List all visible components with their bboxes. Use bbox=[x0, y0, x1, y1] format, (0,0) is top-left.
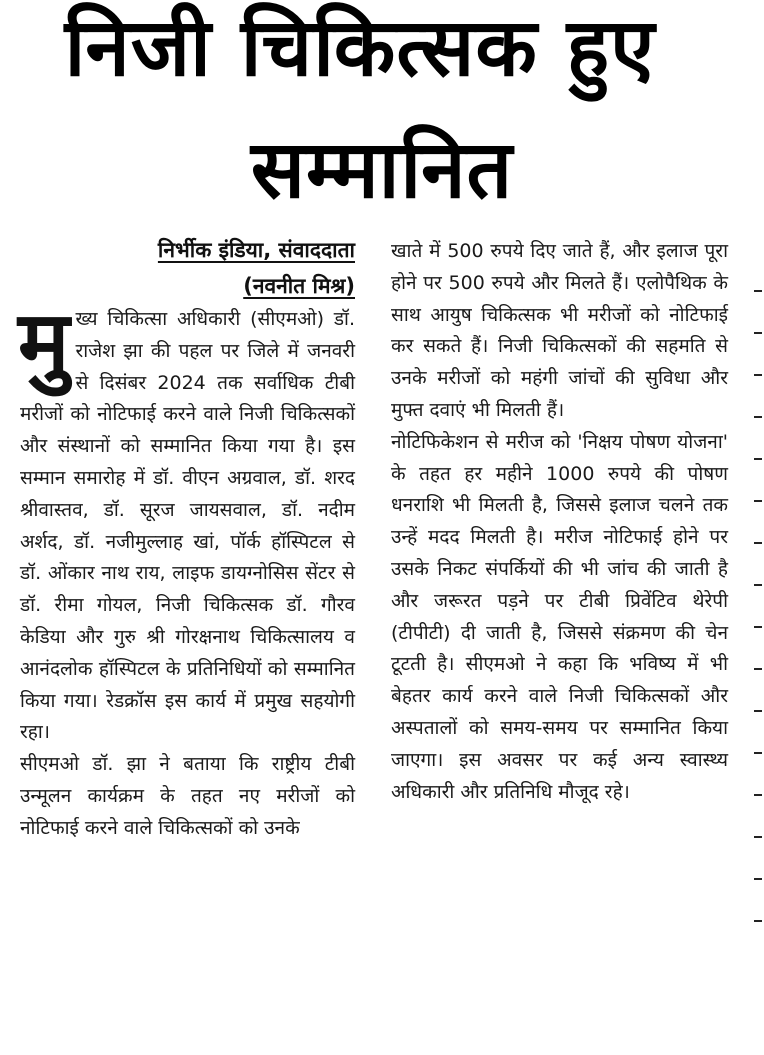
headline-line-2: सम्मानित bbox=[250, 123, 514, 216]
paragraph-3: नोटिफिकेशन से मरीज को 'निक्षय पोषण योजना' के तहत हर महीने 1000 रुपये की पोषण धनराशि भी मिलती है, जिससे इलाज चलने तक उन्हें मदद मिलती है। मरीज नोटिफाई होने पर उसके निकट संपर्कियों की भी जांच की जाती है और जरूरत पड़ने पर टीबी प्रिवेंटिव थेरेपी (टीपीटी) दी जाती है, जिससे संक्रमण की चेन टूटती है। सीएमओ ने कहा कि भविष्य में भी बेहतर कार्य करने वाले निजी चिकित्सकों और अस्पतालों को समय-समय पर सम्मानित किया जाएगा। इस अवसर पर कई अन्य स्वास्थ्य अधिकारी और प्रतिनिधि मौजूद रहे। bbox=[391, 430, 728, 803]
drop-cap: मु bbox=[18, 293, 70, 393]
paragraph-1 bbox=[18, 293, 355, 749]
byline-author: (नवनीत मिश्र) bbox=[243, 274, 355, 298]
byline-source: निर्भीक इंडिया, संवाददाता bbox=[157, 238, 355, 262]
byline bbox=[20, 232, 355, 304]
article-column-2 bbox=[391, 236, 728, 808]
paragraph-1-text: ख्य चिकित्सा अधिकारी (सीएमओ) डॉ. राजेश झा की पहल पर जिले में जनवरी से दिसंबर 2024 तक सर्वाधिक टीबी मरीजों को नोटिफाई करने वाले निजी चिकित्सकों और संस्थानों को सम्मानित किया गया है। इस सम्मान समारोह में डॉ. वीएन अग्रवाल, डॉ. शरद श्रीवास्तव, डॉ. सूरज जायसवाल, डॉ. नदीम अर्शद, डॉ. नजीमुल्लाह खां, पॉर्क हॉस्पिटल से डॉ. ओंकार नाथ राय, लाइफ डायग्नोसिस सेंटर से डॉ. रीमा गोयल, निजी चिकित्सक डॉ. गौरव केडिया और गुरु श्री गोरक्षनाथ चिकित्सालय व आनंदलोक हॉस्पिटल के प्रतिनिधियों को सम्मानित किया गया। रेडक्रॉस इस कार्य में प्रमुख सहयोगी रहा। bbox=[20, 308, 355, 744]
adjacent-column-edge bbox=[752, 290, 764, 1050]
paragraph-2-part-2: खाते में 500 रुपये दिए जाते हैं, और इलाज पूरा होने पर 500 रुपये और मिलते हैं। एलोपैथिक के साथ आयुष चिकित्सक भी मरीजों को नोटिफाई कर सकते हैं। निजी चिकित्सकों की सहमति से उनके मरीजों को महंगी जांचों की सुविधा और मुफ्त दवाएं भी मिलती हैं। bbox=[391, 240, 728, 421]
paragraph-2-part-1: सीएमओ डॉ. झा ने बताया कि राष्ट्रीय टीबी उन्मूलन कार्यक्रम के तहत नए मरीजों को नोटिफाई करने वाले चिकित्सकों को उनके bbox=[20, 753, 355, 839]
article-column-1 bbox=[20, 232, 355, 845]
headline-line-1: निजी चिकित्सक हुए bbox=[64, 1, 656, 94]
